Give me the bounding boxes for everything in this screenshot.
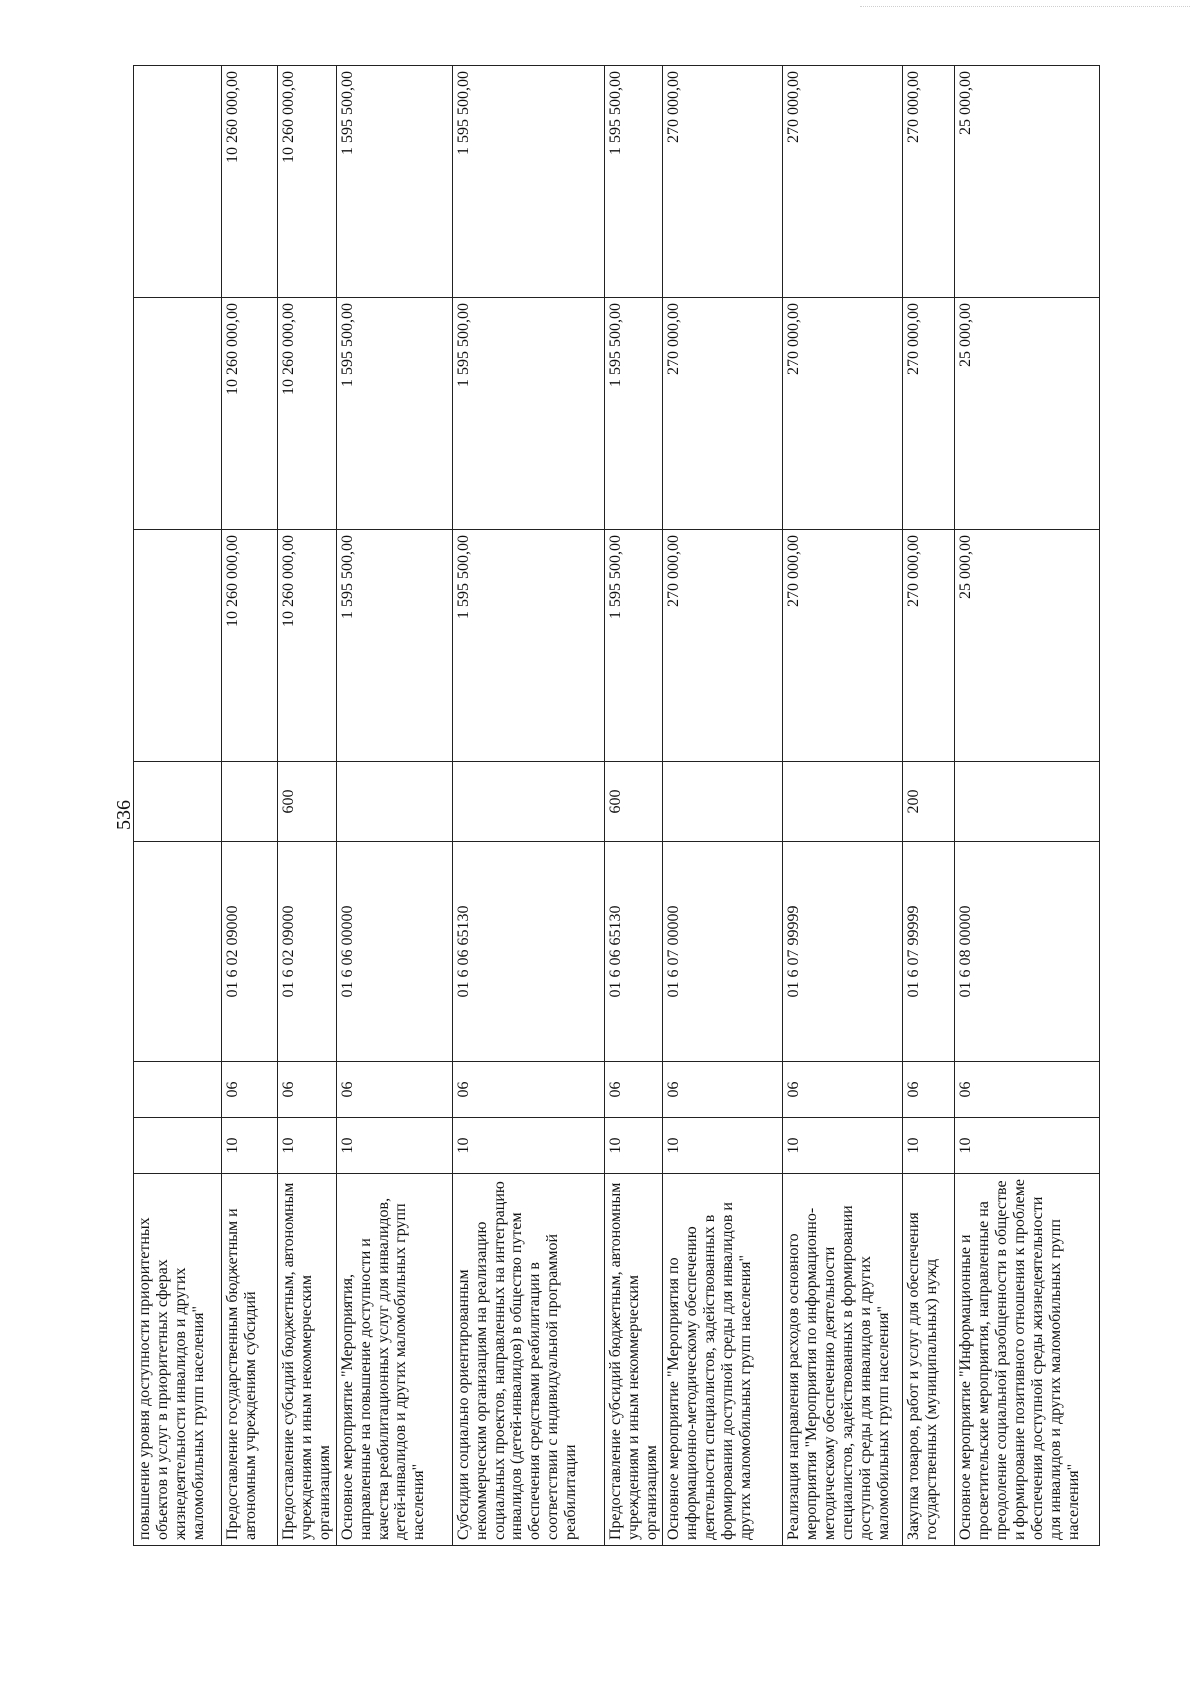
row-subsection-code bbox=[134, 1062, 222, 1118]
row-section-code: 10 bbox=[783, 1118, 903, 1174]
row-expense-type bbox=[663, 762, 783, 842]
row-subsection-code: 06 bbox=[663, 1062, 783, 1118]
row-expense-type bbox=[452, 762, 604, 842]
row-amount-year-1: 10 260 000,00 bbox=[222, 530, 278, 762]
row-target-article: 01 6 02 09000 bbox=[222, 842, 278, 1062]
row-section-code: 10 bbox=[955, 1118, 1100, 1174]
row-amount-year-2 bbox=[134, 298, 222, 530]
row-amount-year-1 bbox=[134, 530, 222, 762]
row-section-code: 10 bbox=[903, 1118, 955, 1174]
row-description: Предоставление субсидий бюджетным, автономным учреждениям и иным некоммерческим организациям bbox=[604, 1174, 663, 1546]
row-section-code: 10 bbox=[452, 1118, 604, 1174]
row-amount-year-1: 270 000,00 bbox=[903, 530, 955, 762]
row-amount-year-1: 270 000,00 bbox=[663, 530, 783, 762]
row-target-article: 01 6 06 00000 bbox=[336, 842, 452, 1062]
row-target-article: 01 6 06 65130 bbox=[452, 842, 604, 1062]
row-target-article: 01 6 06 65130 bbox=[604, 842, 663, 1062]
rotated-table bbox=[133, 66, 1098, 1546]
row-section-code: 10 bbox=[336, 1118, 452, 1174]
row-subsection-code: 06 bbox=[903, 1062, 955, 1118]
row-amount-year-2: 270 000,00 bbox=[663, 298, 783, 530]
row-amount-year-2: 270 000,00 bbox=[903, 298, 955, 530]
row-amount-year-1: 1 595 500,00 bbox=[336, 530, 452, 762]
row-amount-year-3 bbox=[134, 66, 222, 298]
row-expense-type bbox=[955, 762, 1100, 842]
row-amount-year-1: 1 595 500,00 bbox=[452, 530, 604, 762]
table-row bbox=[903, 66, 955, 1546]
row-subsection-code: 06 bbox=[452, 1062, 604, 1118]
row-subsection-code: 06 bbox=[604, 1062, 663, 1118]
row-section-code bbox=[134, 1118, 222, 1174]
row-target-article: 01 6 08 00000 bbox=[955, 842, 1100, 1062]
table-row bbox=[222, 66, 278, 1546]
row-expense-type bbox=[783, 762, 903, 842]
row-expense-type bbox=[222, 762, 278, 842]
row-amount-year-3: 25 000,00 bbox=[955, 66, 1100, 298]
row-description: Реализация направления расходов основного мероприятия "Мероприятия по информационно-методическому обеспечению деятельности специалистов, задействованных в формировании доступной среды для инвалидов и других маломобильных групп населения" bbox=[783, 1174, 903, 1546]
row-subsection-code: 06 bbox=[222, 1062, 278, 1118]
row-section-code: 10 bbox=[222, 1118, 278, 1174]
row-description: Основное мероприятие "Мероприятия, направленные на повышение доступности и качества реабилитационных услуг для инвалидов, детей-инвалидов и других маломобильных групп населения" bbox=[336, 1174, 452, 1546]
row-description: Закупка товаров, работ и услуг для обеспечения государственных (муниципальных) нужд bbox=[903, 1174, 955, 1546]
row-expense-type: 200 bbox=[903, 762, 955, 842]
row-description: повышение уровня доступности приоритетных объектов и услуг в приоритетных сферах жизнедеятельности инвалидов и других маломобильных групп населения" bbox=[134, 1174, 222, 1546]
table-row bbox=[783, 66, 903, 1546]
row-expense-type bbox=[134, 762, 222, 842]
row-subsection-code: 06 bbox=[783, 1062, 903, 1118]
row-description: Субсидии социально ориентированным некоммерческим организациям на реализацию социальных проектов, направленных на интеграцию инвалидов (детей-инвалидов) в общество путем обеспечения средствами реабилитации в соответствии с индивидуальной программой реабилитации bbox=[452, 1174, 604, 1546]
row-section-code: 10 bbox=[663, 1118, 783, 1174]
row-amount-year-1: 10 260 000,00 bbox=[278, 530, 337, 762]
table-row bbox=[604, 66, 663, 1546]
row-description: Основное мероприятие "Информационные и просветительские мероприятия, направленные на преодоление социальной разобщенности в обществе и формирование позитивного отношения к проблеме обеспечения доступной среды жизнедеятельности для инвалидов и других маломобильных групп населения" bbox=[955, 1174, 1100, 1546]
row-amount-year-1: 270 000,00 bbox=[783, 530, 903, 762]
row-target-article: 01 6 07 00000 bbox=[663, 842, 783, 1062]
row-amount-year-3: 10 260 000,00 bbox=[222, 66, 278, 298]
table-row bbox=[663, 66, 783, 1546]
table-row bbox=[955, 66, 1100, 1546]
row-amount-year-2: 1 595 500,00 bbox=[604, 298, 663, 530]
page-number: 536 bbox=[113, 800, 135, 830]
row-amount-year-1: 25 000,00 bbox=[955, 530, 1100, 762]
budget-table bbox=[133, 65, 1100, 1546]
row-expense-type bbox=[336, 762, 452, 842]
table-row bbox=[452, 66, 604, 1546]
row-description: Предоставление субсидий бюджетным, автономным учреждениям и иным некоммерческим организациям bbox=[278, 1174, 337, 1546]
row-amount-year-1: 1 595 500,00 bbox=[604, 530, 663, 762]
row-amount-year-2: 1 595 500,00 bbox=[336, 298, 452, 530]
row-section-code: 10 bbox=[278, 1118, 337, 1174]
table-body bbox=[134, 66, 1100, 1546]
table-row bbox=[336, 66, 452, 1546]
row-amount-year-2: 270 000,00 bbox=[783, 298, 903, 530]
row-amount-year-2: 10 260 000,00 bbox=[278, 298, 337, 530]
row-description: Предоставление государственным бюджетным и автономным учреждениям субсидий bbox=[222, 1174, 278, 1546]
row-amount-year-3: 1 595 500,00 bbox=[452, 66, 604, 298]
row-amount-year-3: 270 000,00 bbox=[663, 66, 783, 298]
row-subsection-code: 06 bbox=[955, 1062, 1100, 1118]
table-row bbox=[134, 66, 222, 1546]
row-amount-year-3: 10 260 000,00 bbox=[278, 66, 337, 298]
table-row bbox=[278, 66, 337, 1546]
row-amount-year-2: 1 595 500,00 bbox=[452, 298, 604, 530]
row-target-article bbox=[134, 842, 222, 1062]
row-subsection-code: 06 bbox=[336, 1062, 452, 1118]
row-expense-type: 600 bbox=[278, 762, 337, 842]
row-expense-type: 600 bbox=[604, 762, 663, 842]
row-amount-year-3: 1 595 500,00 bbox=[604, 66, 663, 298]
row-description: Основное мероприятие "Мероприятия по информационно-методическому обеспечению деятельности специалистов, задействованных в формировании доступной среды для инвалидов и других маломобильных групп населения" bbox=[663, 1174, 783, 1546]
row-target-article: 01 6 07 99999 bbox=[783, 842, 903, 1062]
row-target-article: 01 6 02 09000 bbox=[278, 842, 337, 1062]
row-amount-year-3: 270 000,00 bbox=[903, 66, 955, 298]
scan-edge-mark bbox=[860, 6, 1190, 13]
row-amount-year-2: 25 000,00 bbox=[955, 298, 1100, 530]
row-target-article: 01 6 07 99999 bbox=[903, 842, 955, 1062]
row-subsection-code: 06 bbox=[278, 1062, 337, 1118]
budget-table-container bbox=[133, 66, 1098, 1546]
row-amount-year-3: 270 000,00 bbox=[783, 66, 903, 298]
row-section-code: 10 bbox=[604, 1118, 663, 1174]
row-amount-year-3: 1 595 500,00 bbox=[336, 66, 452, 298]
row-amount-year-2: 10 260 000,00 bbox=[222, 298, 278, 530]
